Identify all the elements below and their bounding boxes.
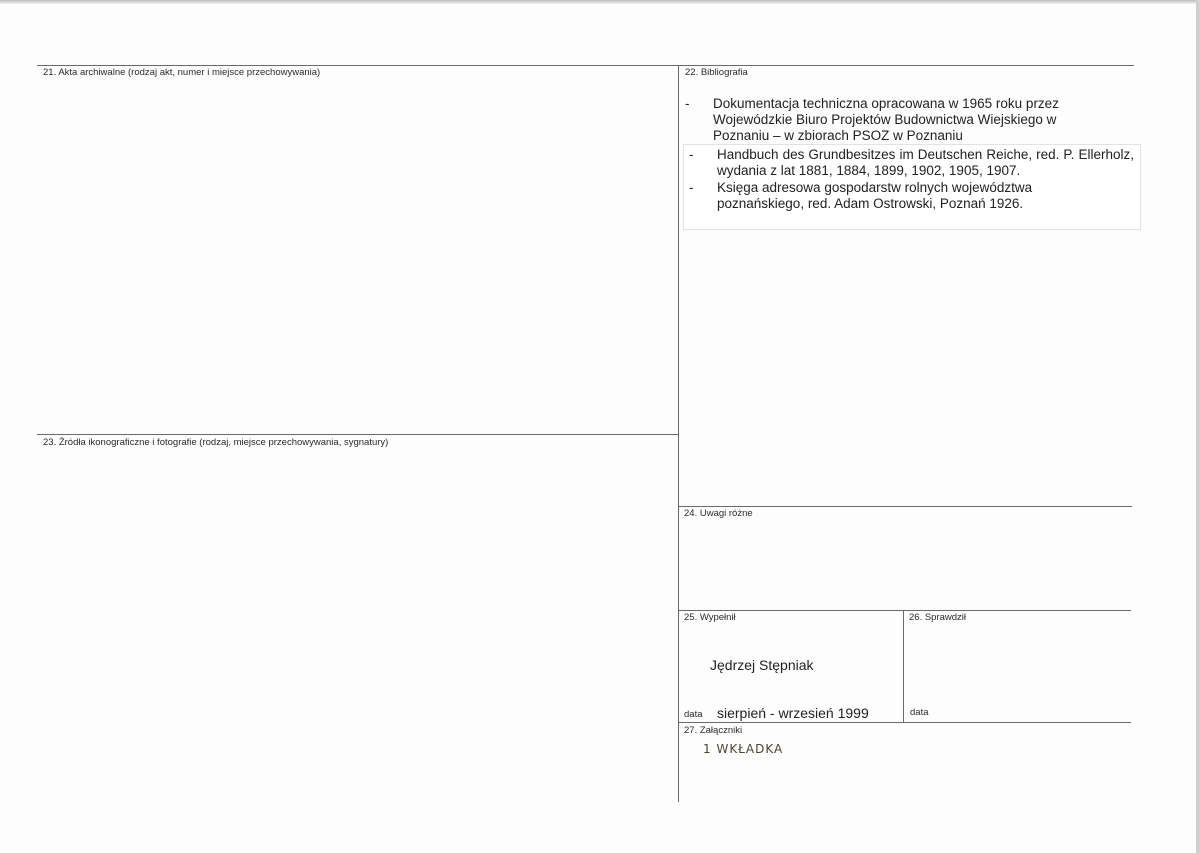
divider-24-25 [678, 610, 1131, 611]
divider-25-27 [678, 722, 1131, 723]
list-dash: - [685, 96, 690, 111]
divider-21-23 [37, 434, 678, 435]
list-dash: - [689, 147, 694, 162]
field-23-label: 23. Źródła ikonograficzne i fotografie (rodzaj, miejsce przechowywania, sygnatury) [43, 437, 389, 448]
field-25-date-value: sierpień - wrzesień 1999 [717, 705, 869, 721]
field-22-label: 22. Bibliografia [685, 67, 748, 78]
center-divider [678, 65, 679, 802]
field-26-date-label: data [910, 707, 929, 718]
attachments-handwritten: 1 WKŁADKA [703, 742, 784, 756]
bibliography-text-3: Księga adresowa gospodarstw rolnych województwa poznańskiego, red. Adam Ostrowski, Poznań 1926. [717, 180, 1033, 211]
divider-22-24 [678, 506, 1132, 507]
scan-top-edge [0, 0, 1199, 4]
field-24-label: 24. Uwagi różne [684, 508, 753, 519]
filled-by-name: Jędrzej Stępniak [710, 657, 814, 673]
bibliography-text-2: Handbuch des Grundbesitzes im Deutschen Reiche, red. P. Ellerholz, wydania z lat 1881, 1884, 1899, 1902, 1905, 1907. [717, 147, 1134, 178]
bibliography-entry-2 [689, 147, 1134, 179]
top-rule [37, 65, 1134, 66]
divider-25-26 [903, 610, 904, 723]
field-21-label: 21. Akta archiwalne (rodzaj akt, numer i miejsce przechowywania) [43, 67, 321, 78]
bibliography-entry-1 [685, 96, 1090, 144]
field-25-label: 25. Wypełnił [684, 612, 736, 623]
bibliography-entry-3 [689, 180, 1094, 212]
list-dash: - [689, 180, 694, 195]
field-27-label: 27. Załączniki [684, 725, 743, 736]
field-25-date-label: data [684, 709, 703, 720]
field-26-label: 26. Sprawdził [909, 612, 967, 623]
bibliography-text-1: Dokumentacja techniczna opracowana w 1965 roku przez Wojewódzkie Biuro Projektów Budownictwa Wiejskiego w Poznaniu – w zbiorach PSOZ w Poznaniu [713, 96, 1059, 143]
